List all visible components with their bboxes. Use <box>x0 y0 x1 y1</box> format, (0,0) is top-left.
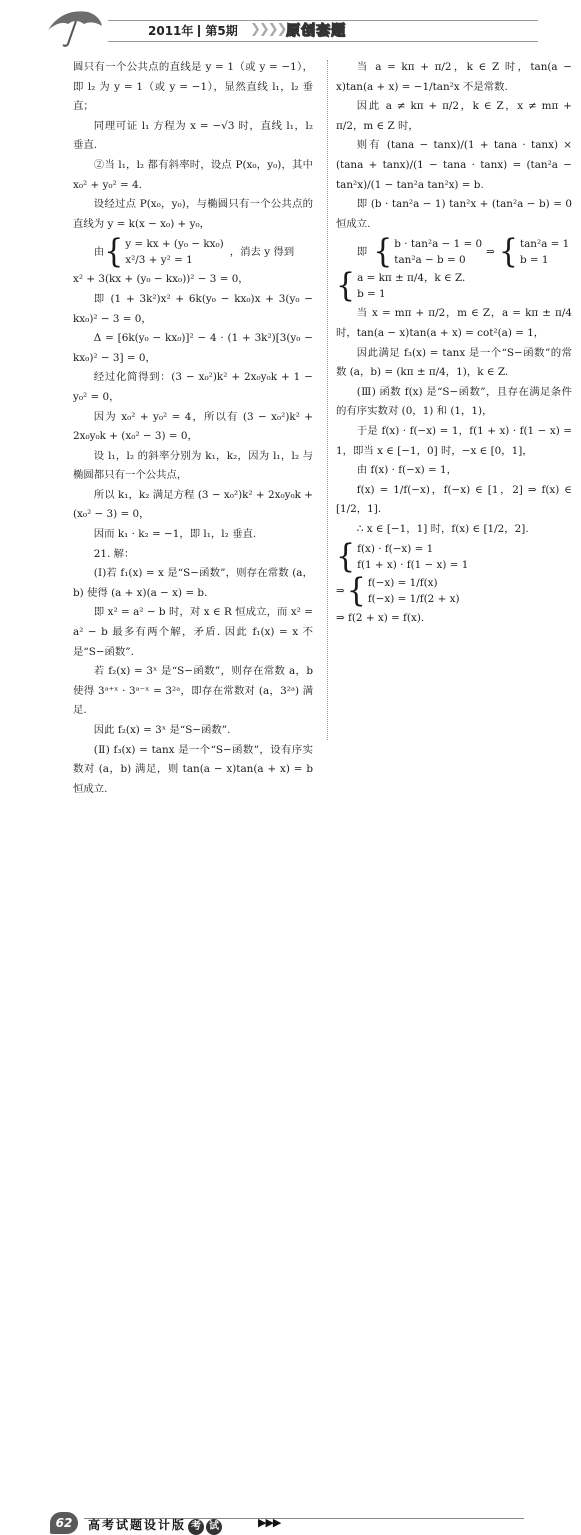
equation-system <box>336 571 572 611</box>
equation-line: f(x) · f(−x) = 1 <box>357 543 434 556</box>
paragraph: (Ⅲ) 函数 f(x) 是“S−函数”，且存在满足条件的有序实数对 (0，1) 和 (1，1)， <box>336 385 572 418</box>
paragraph: 即 (b · tan²a − 1) tan²x + (tan²a − b) = 0 恒成立. <box>336 198 572 230</box>
column-divider <box>327 60 328 740</box>
paragraph: 因为 x₀² + y₀² = 4，所以有 (3 − x₀²)k² + 2x₀y₀k + (x₀² − 3) = 0， <box>73 410 313 443</box>
paragraph: 即 x² = a² − b 时，对 x ∈ R 恒成立，而 x² = a² − b 最多有两个解，矛盾. 因此 f₁(x) = x 不是“S−函数”. <box>73 606 313 658</box>
equation-system <box>336 232 572 272</box>
section-title: 原创套题 <box>286 23 346 39</box>
equation-lines <box>394 236 482 268</box>
brace-icon: { <box>336 537 356 577</box>
journal-title: 高考试题设计版 <box>88 1518 187 1532</box>
paragraph: 当 a = kπ + π/2，k ∈ Z 时，tan(a − x)tan(a + x) = −1/tan²x 不是常数. <box>336 61 572 93</box>
year-label: 2011年 <box>148 24 194 38</box>
paragraph: 设 l₁，l₂ 的斜率分别为 k₁，k₂，因为 l₁，l₂ 与椭圆都只有一个公共点， <box>73 449 313 482</box>
equation-system <box>336 266 572 306</box>
paragraph: Δ = [6k(y₀ − kx₀)]² − 4 · (1 + 3k²)[3(y₀ − kx₀)² − 3] = 0， <box>73 332 313 364</box>
page-number: 62 <box>50 1512 78 1534</box>
paragraph: 同理可证 l₁ 方程为 x = −√3 时，直线 l₁，l₂ 垂直. <box>73 119 313 152</box>
paragraph: 设经过点 P(x₀，y₀)，与椭圆只有一个公共点的直线为 y = k(x − x₀) + y₀， <box>73 198 313 230</box>
paragraph: 因此 a ≠ kπ + π/2，k ∈ Z，x ≠ mπ + π/2，m ∈ Z 时， <box>336 100 572 132</box>
paragraph: 因此 f₂(x) = 3ˣ 是“S−函数”. <box>93 724 231 736</box>
paragraph: (Ⅰ)若 f₁(x) = x 是“S−函数”，则存在常数 (a，b) 使得 (a + x)(a − x) = b. <box>73 567 313 599</box>
paragraph: 因此满足 f₃(x) = tanx 是一个“S−函数”的常数 (a，b) = (kπ ± π/4，1)，k ∈ Z. <box>336 346 572 379</box>
paragraph: f(x) = 1/f(−x)，f(−x) ∈ [1，2] ⇒ f(x) ∈ [1/2，1]. <box>336 483 572 516</box>
brace-icon: { <box>373 232 393 272</box>
paragraph: 因而 k₁ · k₂ = −1，即 l₁，l₂ 垂直. <box>93 528 257 541</box>
paragraph: 所以 k₁，k₂ 满足方程 (3 − x₀²)k² + 2x₀y₀k + (x₀² − 3) = 0， <box>73 488 313 521</box>
equation-lead: 由 <box>93 245 105 258</box>
page-footer <box>0 752 581 1532</box>
journal-name <box>88 1516 222 1535</box>
brace-icon: { <box>498 232 518 272</box>
brace-icon: { <box>104 232 124 272</box>
equation-line: tan²a − b = 0 <box>394 254 466 267</box>
paragraph: 若 f₂(x) = 3ˣ 是“S−函数”，则存在常数 a，b 使得 3ᵃ⁺ˣ · 3ᵃ⁻ˣ = 3²ᵃ，即存在常数对 (a，3²ᵃ) 满足. <box>73 665 313 717</box>
umbrella-logo-icon <box>44 6 104 48</box>
equation-lead: 即 <box>356 245 368 258</box>
equation-line: a = kπ ± π/4，k ∈ Z. <box>357 272 466 285</box>
equation-lines <box>520 236 569 268</box>
paragraph: ⇒ f(2 + x) = f(x). <box>336 612 425 625</box>
equation-lines <box>125 236 223 268</box>
equation-lines <box>357 270 465 302</box>
equation-lines <box>357 541 468 573</box>
paragraph: ∴ x ∈ [−1，1] 时，f(x) ∈ [1/2，2]. <box>356 522 529 535</box>
paragraph: 经过化简得到：(3 − x₀²)k² + 2x₀y₀k + 1 − y₀² = 0， <box>73 371 313 403</box>
paragraph: x² + 3(kx + (y₀ − kx₀))² − 3 = 0， <box>73 273 249 286</box>
paragraph: (Ⅱ) f₃(x) = tanx 是一个“S−函数”，设有序实数对 (a，b) 满足，则 tan(a − x)tan(a + x) = b 恒成立. <box>73 743 313 795</box>
paragraph: 当 x = mπ + π/2，m ∈ Z，a = kπ ± π/4 时，tan(a − x)tan(a + x) = cot²(a) = 1， <box>336 307 572 339</box>
equation-lines <box>368 575 460 607</box>
paragraph: 于是 f(x) · f(−x) = 1，f(1 + x) · f(1 − x) = 1，即当 x ∈ [−1，0] 时，−x ∈ [0，1]， <box>336 424 572 457</box>
paragraph: 即 (1 + 3k²)x² + 6k(y₀ − kx₀)x + 3(y₀ − kx₀)² − 3 = 0， <box>73 292 313 325</box>
paragraph: ②当 l₁，l₂ 都有斜率时，设点 P(x₀，y₀)，其中 x₀² + y₀² = 4. <box>73 158 313 191</box>
implies-arrow-icon: ⇒ <box>486 245 495 258</box>
paragraph: 由 f(x) · f(−x) = 1， <box>356 464 458 477</box>
issue-label <box>148 22 238 39</box>
problem-number: 21. 解： <box>93 547 135 560</box>
chevron-right-icon: ❯❯❯❯❯ <box>250 22 295 37</box>
paragraph: 则有 (tana − tanx)/(1 + tana · tanx) × (tana + tanx)/(1 − tana · tanx) = (tan²a − tan²x)/(1 − tan²a tan²x) = b. <box>336 139 572 191</box>
equation-system <box>336 537 572 577</box>
page-header <box>0 0 581 46</box>
equation-line: f(1 + x) · f(1 − x) = 1 <box>357 559 469 572</box>
arrow-right-icon: ▶▶▶ <box>258 1516 281 1529</box>
badge-shi: 试 <box>206 1519 222 1535</box>
paragraph: 圆只有一个公共点的直线是 y = 1（或 y = −1），即 l₂ 为 y = 1（或 y = −1），显然直线 l₁，l₂ 垂直； <box>73 61 313 113</box>
left-column <box>73 58 313 799</box>
equation-system <box>73 232 313 272</box>
equation-line: tan²a = 1 <box>519 238 570 251</box>
equation-line: b = 1 <box>357 288 386 301</box>
equation-line: b · tan²a − 1 = 0 <box>394 238 483 251</box>
equation-line: y = kx + (y₀ − kx₀) <box>125 238 224 251</box>
equation-line: f(−x) = 1/f(x) <box>367 577 438 590</box>
brace-icon: { <box>346 571 366 611</box>
implies-arrow-icon: ⇒ <box>336 584 345 597</box>
brace-icon: { <box>336 266 356 306</box>
issue-number: 第5期 <box>205 24 238 38</box>
right-column <box>336 58 572 629</box>
equation-tail: ，消去 y 得到 <box>229 245 295 258</box>
equation-line: b = 1 <box>519 254 549 267</box>
equation-line: f(−x) = 1/f(2 + x) <box>367 593 460 606</box>
badge-kao: 考 <box>188 1519 204 1535</box>
equation-line: x²/3 + y² = 1 <box>125 254 193 267</box>
